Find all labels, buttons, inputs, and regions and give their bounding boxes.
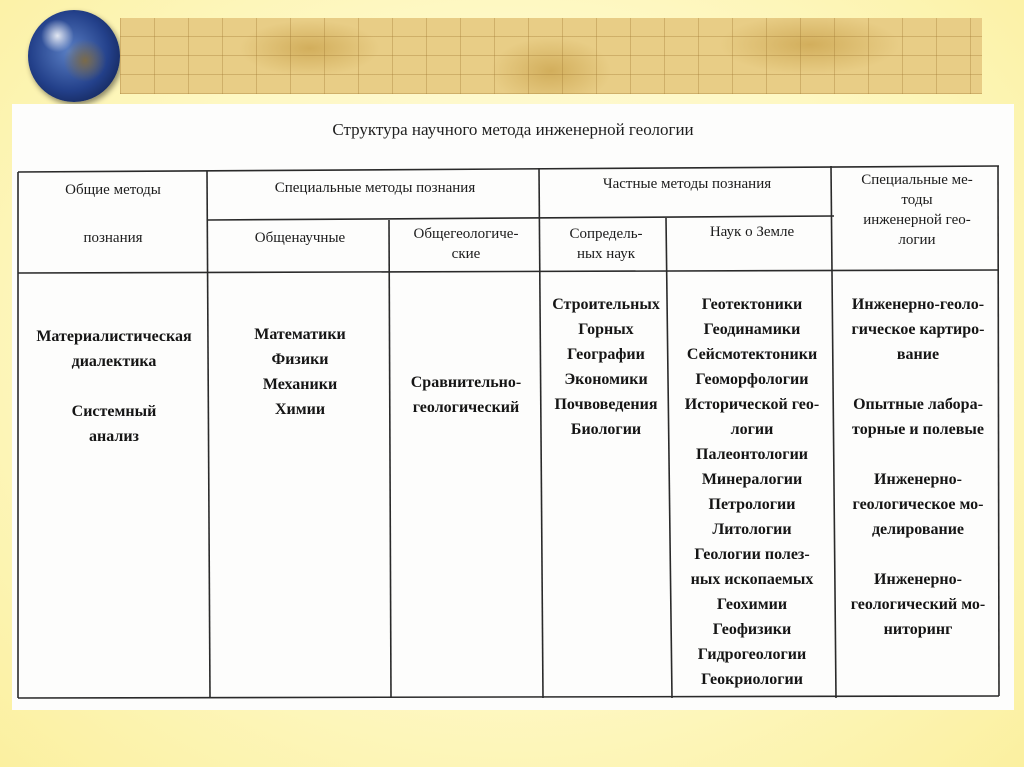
list-item: Геотектоники xyxy=(701,296,803,313)
header-seg-line3: инженерной гео- xyxy=(863,212,971,228)
header-seg-line2: тоды xyxy=(901,192,933,208)
right-border xyxy=(998,166,999,696)
list-item: диалектика xyxy=(71,353,157,370)
header-general-geological xyxy=(392,224,540,264)
list-item: Сейсмотектоники xyxy=(686,346,818,363)
list-item: торные и полевые xyxy=(852,421,984,438)
header-earth-sciences: Наук о Земле xyxy=(709,224,795,240)
header-geol-line2: ские xyxy=(451,246,481,262)
globe-logo xyxy=(28,10,120,102)
list-item: геологический мо- xyxy=(850,596,986,613)
list-item: Математики xyxy=(254,326,346,343)
list-item: Геоморфологии xyxy=(695,371,809,388)
col-related-sciences xyxy=(544,292,668,442)
list-item: Геологии полез- xyxy=(694,546,810,563)
list-item: Инженерно- xyxy=(874,571,962,588)
list-item: Географии xyxy=(567,346,645,363)
list-item: геологическое мо- xyxy=(852,496,984,513)
header-related-sciences xyxy=(544,224,668,264)
list-item: анализ xyxy=(89,428,139,445)
list-item: Горных xyxy=(578,321,634,338)
header-general-line2: познания xyxy=(83,230,143,246)
col-general-scientific xyxy=(212,322,388,422)
list-item: ниторинг xyxy=(883,621,953,638)
table-bottom-border xyxy=(18,696,999,698)
list-item: Экономики xyxy=(564,371,648,388)
list-item: Почвоведения xyxy=(554,396,658,413)
list-item: Материалистическая xyxy=(36,328,192,345)
list-item: вание xyxy=(896,346,940,363)
subheader-line xyxy=(208,216,834,220)
col-general-geological xyxy=(392,370,540,420)
list-item: Опытные лабора- xyxy=(853,396,983,413)
list-item: гическое картиро- xyxy=(851,321,985,338)
list-item: Физики xyxy=(271,351,329,368)
col-special-eng-geology xyxy=(838,292,998,642)
list-item: Минералогии xyxy=(701,471,803,488)
header-general-methods xyxy=(22,180,204,248)
list-item: Системный xyxy=(71,403,157,420)
list-item: Геокриологии xyxy=(701,671,803,688)
list-item: Сравнительно- xyxy=(410,374,522,391)
list-item: Инженерно-геоло- xyxy=(851,296,985,313)
scanned-document xyxy=(12,104,1014,710)
list-item: Петрологии xyxy=(708,496,796,513)
list-item: Палеонтологии xyxy=(696,446,808,463)
list-item: делирование xyxy=(871,521,965,538)
header-seg-line4: логии xyxy=(898,232,936,248)
header-general-scientific: Общенаучные xyxy=(254,230,346,246)
world-map-banner xyxy=(120,18,982,94)
list-item: Строительных xyxy=(552,296,660,313)
col-general-methods xyxy=(20,324,208,449)
header-geol-line1: Общегеологиче- xyxy=(413,226,519,242)
list-item: Инженерно- xyxy=(874,471,962,488)
list-item: Гидрогеологии xyxy=(697,646,807,663)
list-item: Механики xyxy=(262,376,338,393)
col-divider-2 xyxy=(389,220,391,698)
header-related-line2: ных наук xyxy=(576,246,636,262)
list-item: Геодинамики xyxy=(703,321,801,338)
list-item: Геофизики xyxy=(712,621,792,638)
header-related-line1: Сопредель- xyxy=(569,226,643,242)
list-item: Исторической гео- xyxy=(684,396,820,413)
list-item: геологический xyxy=(412,399,520,416)
list-item: Биологии xyxy=(570,421,642,438)
header-particular-methods: Частные методы познания xyxy=(602,176,772,192)
header-bottom-border xyxy=(18,270,999,273)
list-item: Литологии xyxy=(712,521,792,538)
header-special-eng-geology xyxy=(837,170,997,250)
list-item: логии xyxy=(730,421,774,438)
header-general-line1: Общие методы xyxy=(65,182,161,198)
list-item: Геохимии xyxy=(716,596,788,613)
table-title: Структура научного метода инженерной геологии xyxy=(332,120,694,139)
header-special-cognition: Специальные методы познания xyxy=(274,180,476,196)
header-seg-line1: Специальные ме- xyxy=(861,172,973,188)
list-item: ных ископаемых xyxy=(690,571,814,588)
col-earth-sciences xyxy=(672,292,832,692)
list-item: Химии xyxy=(274,401,326,418)
